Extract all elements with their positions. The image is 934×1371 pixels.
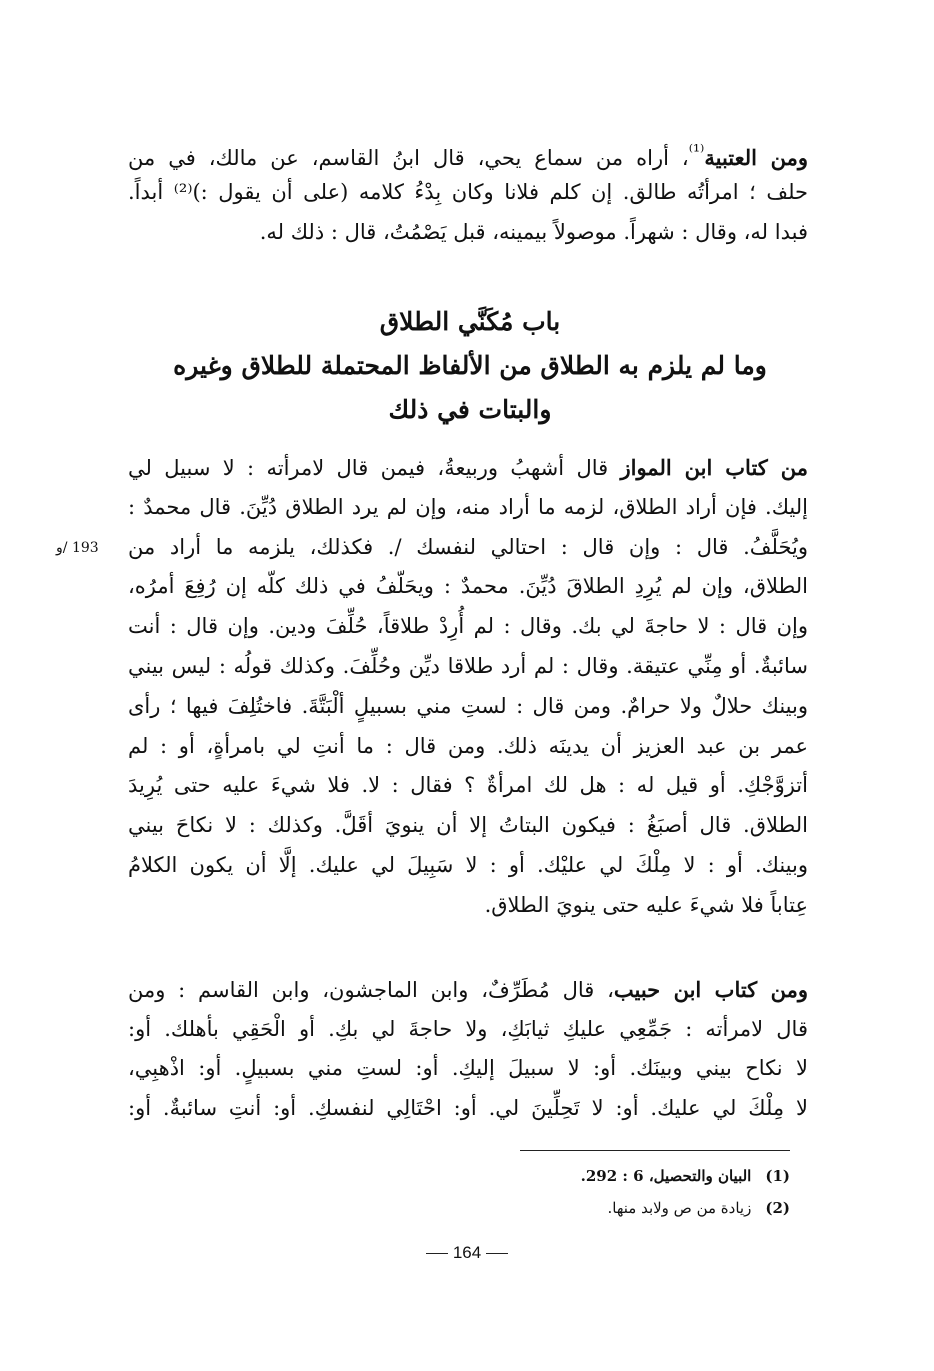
text-segment: قال أشهبُ وربيعةُ، فيمن قال لامرأته : لا سبيل لي <box>128 456 621 480</box>
footnote-text: زيادة من ص ولابد منها. <box>607 1199 752 1217</box>
chapter-subtitle: وما لم يلزم به الطلاق من الألفاظ المحتملة للطلاق وغيره <box>173 351 767 380</box>
paragraph-ibn-habib <box>128 970 808 1128</box>
footnote-number: (1) <box>765 1167 790 1185</box>
text-line: قال لامرأته : جَمِّعِي عليكِ ثيابَكِ، ولا حاجةَ لي بكِ. أو الْحَقِي بأهلك. أو: <box>128 1016 808 1041</box>
page-number-value: 164 <box>452 1243 482 1262</box>
text-line: وبينك حلالٌ ولا حرامٌ. ومن قال : لستِ مني بسبيلٍ ألْبَتَّةَ. فاختُلِفَ فيها ؛ رأى <box>128 693 808 718</box>
text-line: أتزوَّجْكِ. أو قيل له : هل لك امرأةٌ ؟ فقال : لا. فلا شيءَ عليه حتى يُرِيدَ <box>128 773 808 798</box>
text-line: الطلاق. قال أصبَغُ : فيكون البتاتُ إلا أن ينويَ أقَلَّ. وكذلك : لا نكاحَ بيني <box>128 813 808 838</box>
chapter-title: باب مُكَنَّي الطلاق <box>379 307 561 336</box>
text-line: عِتاباً فلا شيءَ عليه حتى ينويَ الطلاق. <box>484 892 808 917</box>
text-segment: ، قال مُطَرِّفٌ، وابن الماجشون، وابن القاسم : ومن <box>128 978 614 1002</box>
text-line: وإن قال : لا حاجةَ لي بك. وقال : لم أُرِدْ طلاقاً، حُلِّفَ ودين. وإن قال : أنت <box>128 614 808 639</box>
page-number-dash <box>486 1253 508 1254</box>
footnote-ref: ⁽¹⁾ <box>688 142 705 162</box>
text-line <box>128 132 808 172</box>
text-line: الطلاق، وإن لم يُرِدِ الطلاقَ دُيِّنَ. محمدٌ : ويحَلّفُ في ذلك كلّه إن رُفِعَ أمرُه، <box>128 574 808 599</box>
text-line <box>128 970 808 1010</box>
source-lead: من كتاب ابن المواز <box>620 455 808 480</box>
text-line: وبينك. أو : لا مِلْكَ لي عليْك. أو : لا سَبِيلَ لي عليك. إلَّا أن يكون الكلامُ <box>128 852 808 877</box>
text-line: سائبةٌ. أو مِنِّي عتيقة. وقال : لم أرد طلاقا ديِّن وحُلِّفَ. وكذلك قولُه : ليس بيني <box>128 653 808 678</box>
text-line: لا مِلْكَ لي عليك. أو: لا تَحِلِّينَ لي. أو: احْتَالِي لنفسكِ. أو: أنتِ سائبةٌ. أو: <box>128 1095 808 1120</box>
manuscript-folio-marker: 193 /و <box>56 540 99 556</box>
footnotes <box>450 1160 790 1224</box>
footnote-separator <box>520 1150 790 1151</box>
source-lead: ومن العتبية <box>704 145 808 170</box>
footnote <box>450 1160 790 1192</box>
text-line: ويُحَلَّفُ. قال : وإن قال : احتالي لنفسك /. فكذلك، يلزمه ما أراد من <box>128 534 808 559</box>
footnote-number: (2) <box>765 1199 790 1217</box>
footnote <box>450 1192 790 1224</box>
text-line: عمر بن عبد العزيز أن يدينَه ذلك. ومن قال : ما أنتِ لي بامرأةٍ، أو : لم <box>128 733 808 758</box>
source-lead: ومن كتاب ابن حبيب <box>613 977 808 1002</box>
paragraph-ibn-al-mawwaz <box>128 448 808 926</box>
text-line: إليك. فإن أراد الطلاق، لزمه ما أراد منه، وإن لم يرد الطلاق دُيِّنَ. قال محمدٌ : <box>128 494 808 519</box>
text-line: لا نكاح بيني وبينَك. أو: لا سبيلَ إليكِ. أو: لستِ مني بسبيلٍ. أو: اذْهبِي، <box>128 1056 808 1080</box>
text-segment: ، أراه من سماع يحي، قال ابنُ القاسم، عن مالك، في من <box>128 146 689 170</box>
chapter-heading <box>150 300 790 432</box>
page-number <box>0 1243 934 1263</box>
text-line: حلف ؛ امرأتُه طالق. إن كلم فلانا وكان بِدْءُ كلامه (على أن يقول :)⁽²⁾ أبداً. <box>128 180 808 204</box>
text-line: فبدا له، وقال : شهراً. موصولاً بيمينه، قبل يَصْمُتُ، قال : ذلك له. <box>259 220 808 244</box>
footnote-text: البيان والتحصيل، 6 : 292. <box>580 1167 752 1185</box>
paragraph-intro <box>128 132 808 252</box>
chapter-subtitle: والبتات في ذلك <box>388 395 552 424</box>
page-number-dash <box>426 1253 448 1254</box>
text-line <box>128 448 808 488</box>
